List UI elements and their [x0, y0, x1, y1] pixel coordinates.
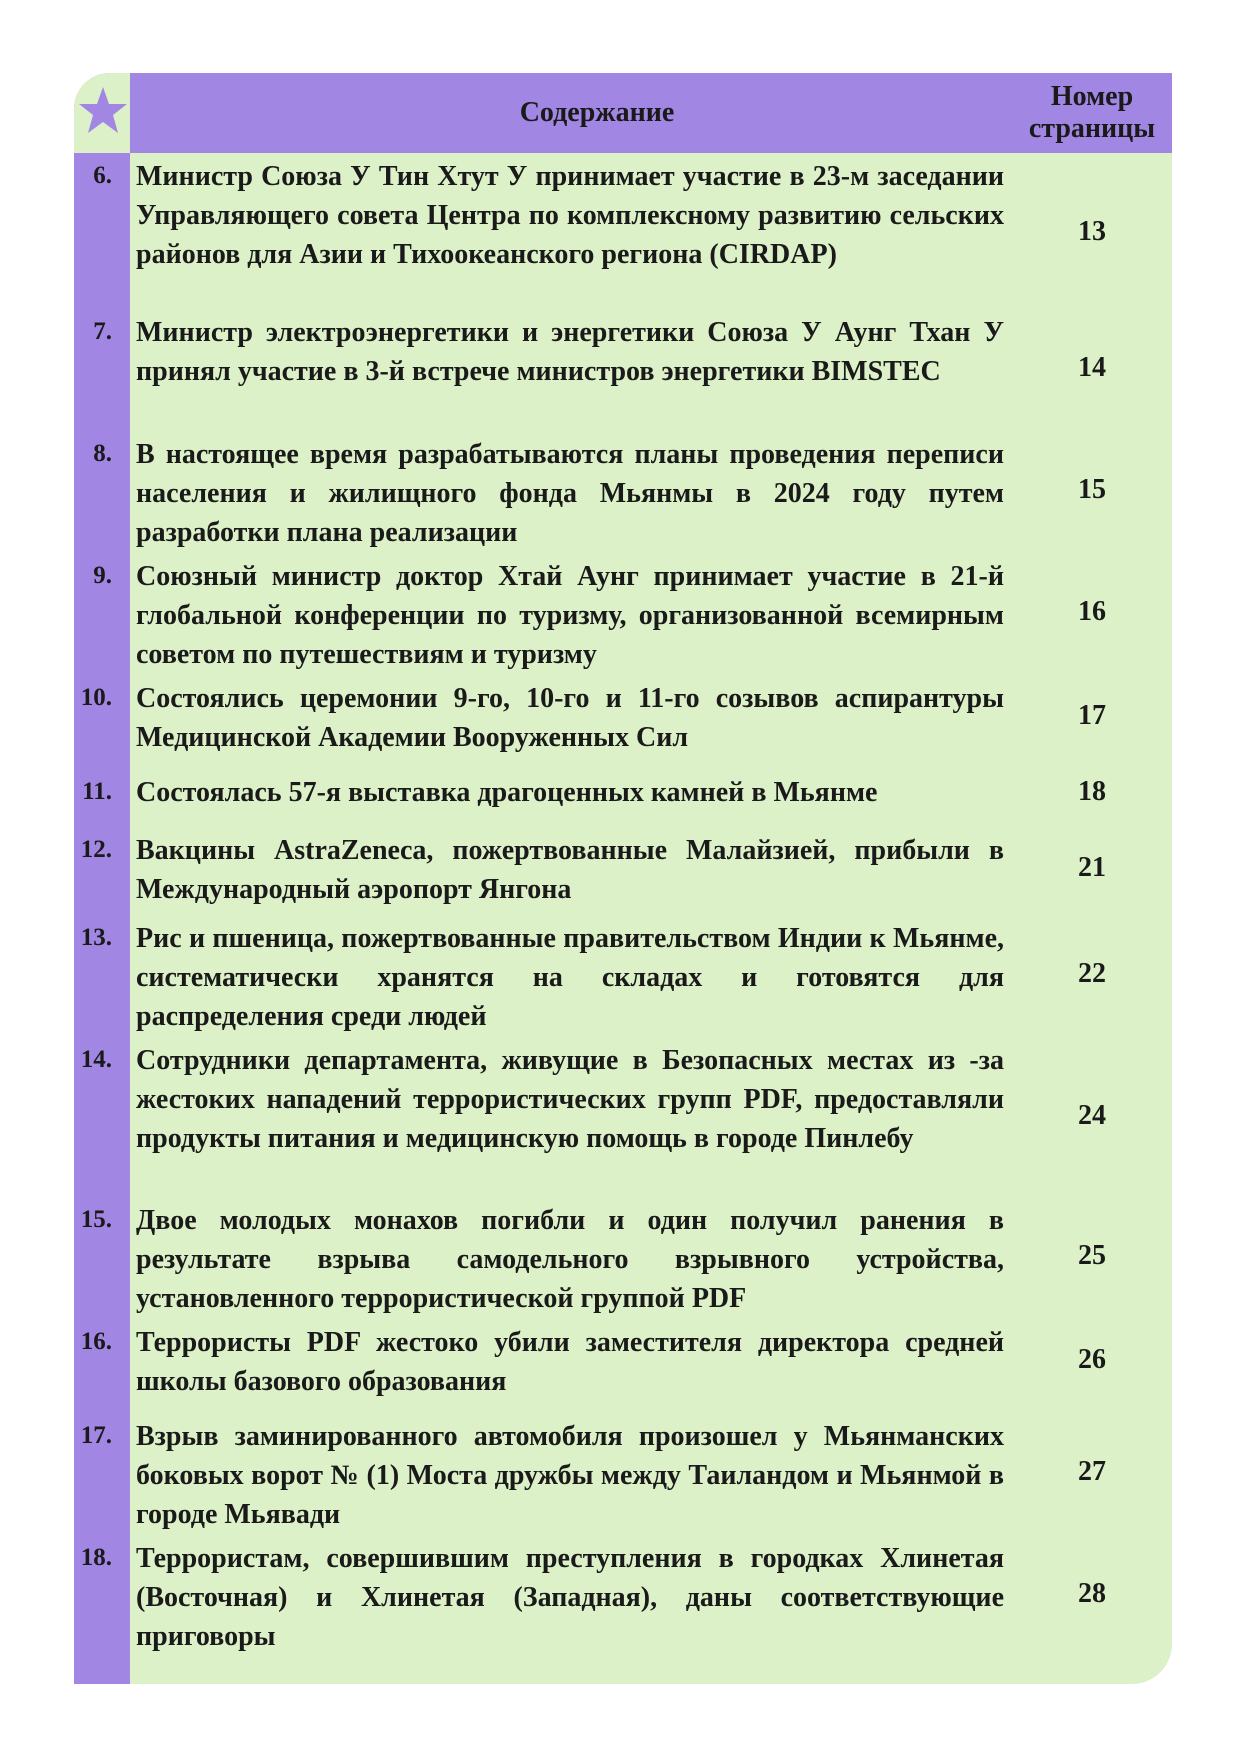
entry-number: 7.: [93, 318, 112, 345]
toc-entry[interactable]: [74, 1041, 1172, 1197]
toc-entry[interactable]: [74, 313, 1172, 429]
entry-number: 8.: [93, 440, 112, 467]
entry-title: В настоящее время разрабатываются планы проведения переписи населения и жилищного фонда Мьянмы в 2024 году путем разработки плана реализации: [136, 439, 1004, 548]
entry-title: Рис и пшеница, пожертвованные правительством Индии к Мьянме, систематически хранятся на складах и готовятся для распределения среди людей: [136, 923, 1004, 1032]
entry-title: Союзный министр доктор Хтай Аунг принимает участие в 21-й глобальной конференции по туризму, организованной всемирным советом по путешествиям и туризму: [136, 561, 1004, 670]
entry-title: Террористы PDF жестоко убили заместителя директора средней школы базового образования: [136, 1327, 1004, 1397]
entry-title: Министр электроэнергетики и энергетики Союза У Аунг Тхан У принял участие в 3-й встрече министров энергетики BIMSTEC: [136, 317, 1004, 387]
entry-page: 24: [1078, 1100, 1106, 1131]
entry-page: 18: [1078, 776, 1106, 807]
entry-title: Вакцины AstraZeneca, пожертвованные Малайзией, прибыли в Международный аэропорт Янгона: [136, 835, 1004, 905]
entry-number: 6.: [93, 162, 112, 189]
entry-page: 26: [1078, 1344, 1106, 1375]
toc-entry[interactable]: [74, 773, 1172, 817]
entry-number: 12.: [80, 836, 112, 863]
entry-number: 18.: [80, 1544, 112, 1571]
entry-page: 17: [1078, 700, 1106, 731]
toc-entry[interactable]: [74, 1417, 1172, 1533]
toc-entry[interactable]: [74, 679, 1172, 759]
entry-page: 16: [1078, 596, 1106, 627]
entry-number: 15.: [80, 1206, 112, 1233]
entry-page: 28: [1078, 1578, 1106, 1609]
star-icon: [78, 85, 128, 135]
table-of-contents: [74, 73, 1172, 1684]
entry-title: Террористам, совершившим преступления в городках Хлинетая (Восточная) и Хлинетая (Западная), даны соответствующие приговоры: [136, 1543, 1004, 1652]
entry-title: Министр Союза У Тин Хтут У принимает участие в 23-м заседании Управляющего совета Центра по комплексному развитию сельских районов для Азии и Тихоокеанского региона (CIRDAP): [136, 161, 1004, 270]
entry-title: Состоялись церемонии 9-го, 10-го и 11-го созывов аспирантуры Медицинской Академии Вооруженных Сил: [136, 683, 1004, 753]
entry-number: 10.: [80, 684, 112, 711]
toc-entry[interactable]: [74, 557, 1172, 673]
toc-entry[interactable]: [74, 831, 1172, 911]
toc-entry[interactable]: [74, 1539, 1172, 1655]
entry-page: 15: [1078, 474, 1106, 505]
corner-cell: [74, 73, 130, 153]
entry-page: 27: [1078, 1456, 1106, 1487]
page-number-header: [1012, 81, 1172, 145]
entry-number: 11.: [82, 778, 112, 805]
toc-entry[interactable]: [74, 157, 1172, 307]
contents-header: Содержание: [519, 97, 675, 128]
toc-entry[interactable]: [74, 1201, 1172, 1317]
entry-page: 25: [1078, 1240, 1106, 1271]
page-header-line1: Номер: [1050, 81, 1134, 112]
entry-title: Взрыв заминированного автомобиля произошел у Мьянманских боковых ворот № (1) Моста дружбы между Таиландом и Мьянмой в городе Мьявади: [136, 1421, 1004, 1530]
entry-title: Двое молодых монахов погибли и один получил ранения в результате взрыва самодельного взрывного устройства, установленного террористической группой PDF: [136, 1205, 1004, 1314]
toc-entry[interactable]: [74, 435, 1172, 551]
entry-number: 17.: [80, 1422, 112, 1449]
toc-entry[interactable]: [74, 919, 1172, 1035]
entry-page: 13: [1078, 216, 1106, 247]
entry-number: 9.: [93, 562, 112, 589]
entry-title: Состоялась 57-я выставка драгоценных камней в Мьянме: [136, 777, 878, 808]
toc-entry[interactable]: [74, 1323, 1172, 1403]
page-header-line2: страницы: [1028, 113, 1156, 144]
entry-page: 21: [1078, 852, 1106, 883]
entry-page: 14: [1078, 352, 1106, 383]
entry-page: 22: [1078, 958, 1106, 989]
entry-number: 16.: [80, 1328, 112, 1355]
entry-number: 13.: [80, 924, 112, 951]
entry-number: 14.: [80, 1046, 112, 1073]
entry-title: Сотрудники департамента, живущие в Безопасных местах из -за жестоких нападений террористических групп PDF, предоставляли продукты питания и медицинскую помощь в городе Пинлебу: [136, 1045, 1004, 1154]
